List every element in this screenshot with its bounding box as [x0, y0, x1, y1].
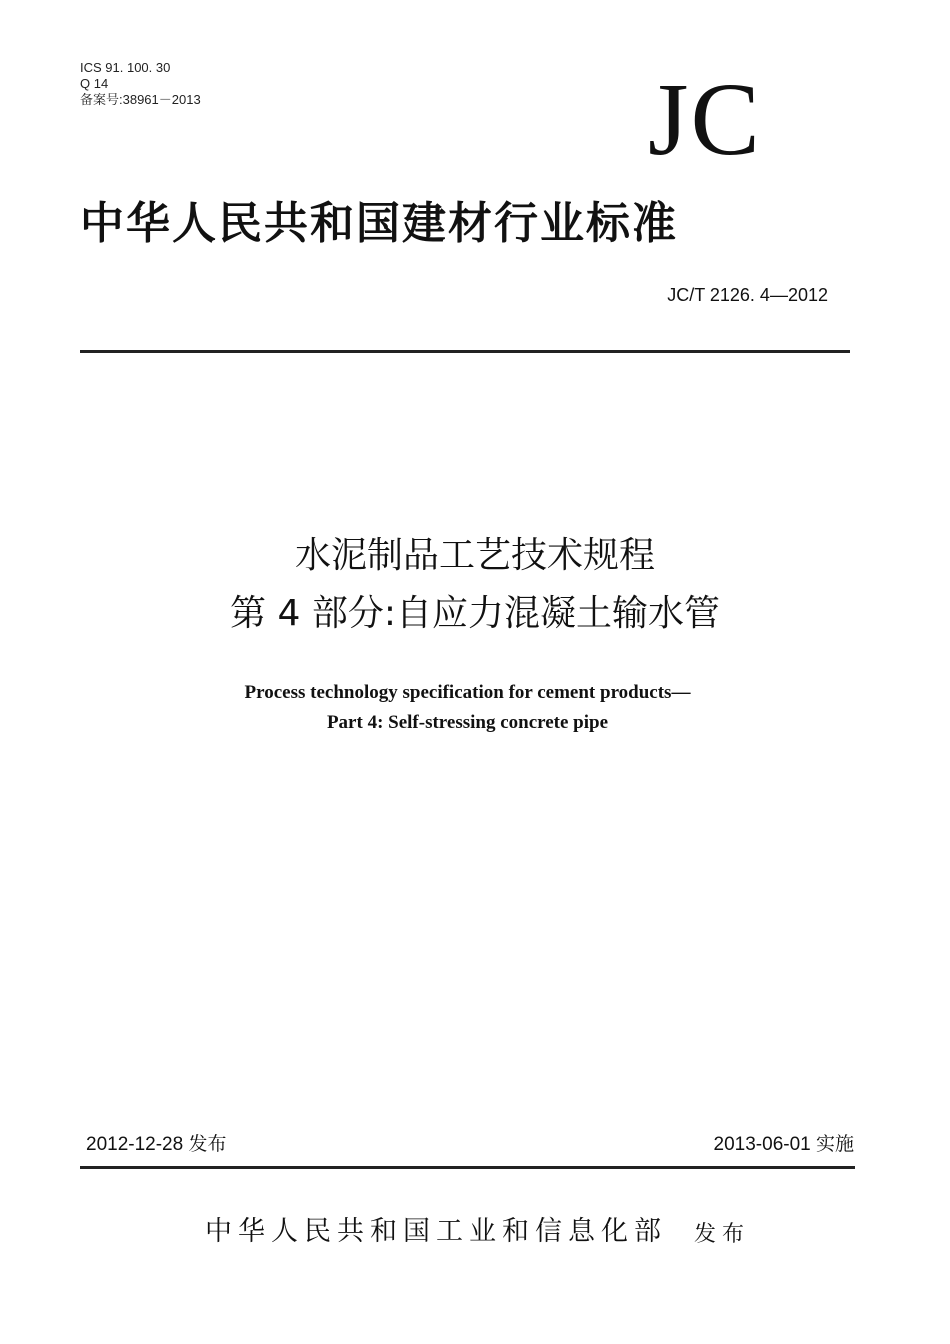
document-title-en-line1: Process technology specification for cement products—	[244, 682, 691, 703]
ics-code: ICS 91. 100. 30	[80, 60, 171, 75]
implementation-date: 2013-06-01 实施	[713, 1134, 854, 1155]
issue-date: 2012-12-28 发布	[86, 1134, 227, 1155]
jc-logo: JC	[648, 62, 762, 177]
classification-code: Q 14	[80, 76, 109, 91]
standard-number: JC/T 2126. 4—2012	[667, 285, 828, 305]
publish-label: 发布	[694, 1222, 751, 1247]
bottom-divider	[80, 1166, 855, 1169]
classification-block	[80, 60, 201, 108]
publisher-name: 中华人民共和国工业和信息化部	[205, 1216, 667, 1247]
document-title-cn-line1: 水泥制品工艺技术规程	[294, 535, 655, 576]
record-number: 备案号:38961－2013	[80, 92, 201, 107]
document-title-cn-line2: 第 4 部分:自应力混凝土输水管	[230, 593, 720, 634]
document-title-en-line2: Part 4: Self-stressing concrete pipe	[326, 712, 609, 733]
standard-category-title: 中华人民共和国建材行业标准	[80, 198, 678, 249]
top-divider	[80, 350, 850, 353]
